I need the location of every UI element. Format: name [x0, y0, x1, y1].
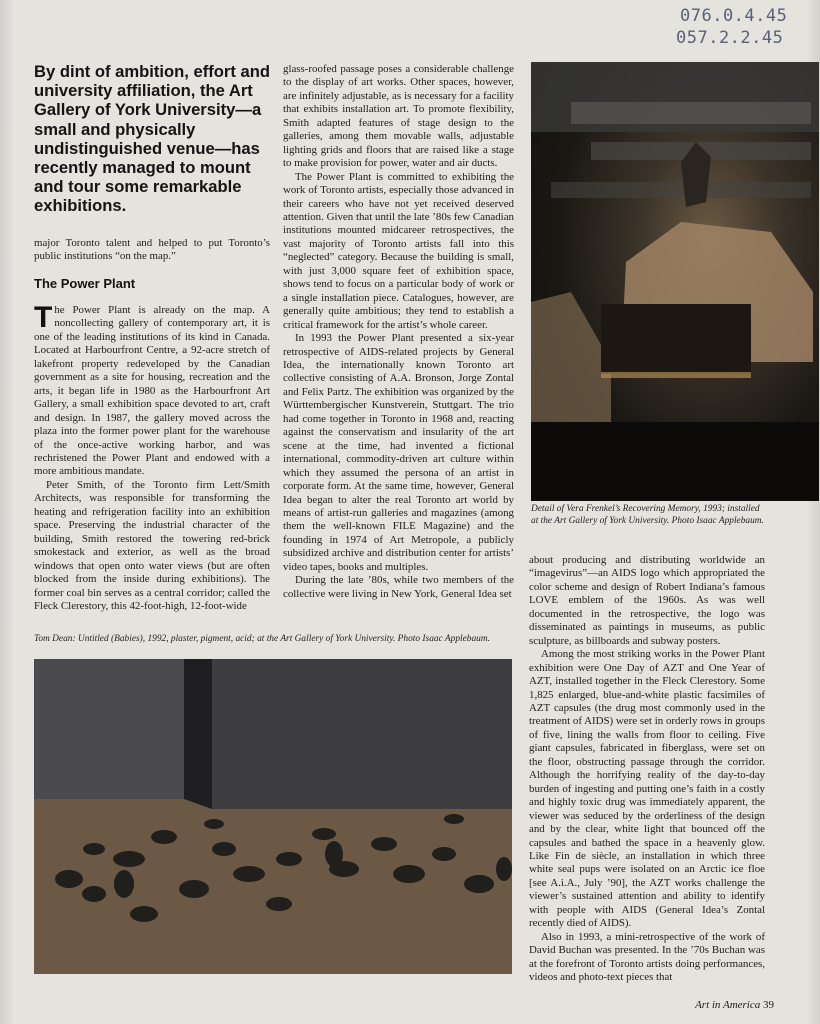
photo-caption-bottom: Tom Dean: Untitled (Babies), 1992, plaster, pigment, acid; at the Art Gallery of York University. Photo Isaac Applebaum. [34, 634, 490, 644]
paragraph: In 1993 the Power Plant presented a six-year retrospective of AIDS-related projects by General Idea, the internationally known Toronto art collective consisting of A.A. Bronson, Jorge Zontal and Felix Partz. The exhibition was organized by the Württembergischer Kunstverein, Stuttgart. The trio had come together in Toronto in 1968 and, reacting against the conservatism and insularity of the art scene at the time, had invented a fictional international, commodity-driven art culture within which they assumed the persona of an artist in corporate form. At the same time, however, General Idea began to alter the real Toronto art world by means of artist-run galleries and magazines (among them the well-known FILE Magazine) and the founding in 1974 of Art Metropole, a publicly subsidized archive and distribution center for artists’ video tapes, books and multiples. [283, 332, 514, 573]
paragraph: Among the most striking works in the Power Plant exhibition were One Day of AZT and One Year of AZT, installed together in the Fleck Clerestory. Some 1,825 enlarged, blue-and-white plastic facsimiles of AZT capsules (the drug most commonly used in the treatment of AIDS) were set in orderly rows in groups of five, lining the walls from floor to ceiling. Five giant capsules, fabricated in fiberglass, were set on the floor, obstructing passage through the corridor. Although the horrifying reality of the day-to-day burden of ingesting and putting one’s faith in a costly and highly toxic drug was immediately apparent, the viewer was seduced by the orderliness of the design and by the clear, white light that bounced off the capsules and bathed the space in a heavenly glow. Like Fin de siècle, an installation in which three white seal pups were isolated on an Arctic ice floe [see A.i.A., July ’90], the AZT works challenge the viewer’s sustained attention and ability to identify with people with AIDS (General Idea’s Zontal recently died of AIDS). [529, 648, 765, 930]
column-2-body [283, 63, 514, 601]
section-heading: The Power Plant [34, 276, 136, 291]
handwritten-annotation-2: 057.2.2.45 [676, 28, 784, 48]
handwritten-annotation-1: 076.0.4.45 [680, 6, 788, 26]
intro-paragraph: major Toronto talent and helped to put Toronto’s public institutions “on the map.” [34, 237, 270, 263]
article-deck: By dint of ambition, effort and university affiliation, the Art Gallery of York University—a small and physically undistinguished venue—has recently managed to mount and tour some remarkable exhibitions. [34, 62, 270, 216]
paragraph: glass-roofed passage poses a considerable challenge to the display of art works. Other spaces, however, are infinitely adjustable, as is necessary for a facility that exhibits installation art. To promote flexibility, Smith adapted features of stage design to the galleries, among them movable walls, adjustable lighting grids and floors that are raised like a stage to make provision for power, water and air ducts. [283, 63, 514, 170]
paragraph: Also in 1993, a mini-retrospective of the work of David Buchan was presented. In the ’70s Buchan was at the forefront of Toronto artists doing performances, videos and photo-text pieces that [529, 930, 765, 984]
paragraph: about producing and distributing worldwide an “imagevirus”—an AIDS logo which appropriated the color scheme and design of Robert Indiana’s famous LOVE emblem of the 1960s. As was well documented in the retrospective, the logo was disseminated as paintings in museums, as public sculpture, as billboards and subway posters. [529, 554, 765, 647]
column-1-body [34, 301, 270, 613]
page-number: 39 [763, 999, 774, 1011]
photo-untitled-babies [34, 659, 512, 974]
paragraph [34, 301, 270, 479]
column-1-intro [34, 237, 270, 264]
paragraph: Peter Smith, of the Toronto firm Lett/Smith Architects, was responsible for transforming the heating and refrigeration facility into an exhibition space. Preserving the industrial character of the building, Smith restored the towering red-brick smokestack and exterior, as well as the broad windows that open onto water views (but are often blocked from the inside during exhibitions). The former coal bin serves as a central corridor; called the Fleck Clerestory, this 42-foot-high, 12-foot-wide [34, 478, 270, 612]
page-footer [695, 999, 774, 1011]
paragraph-text: he Power Plant is already on the map. A noncollecting gallery of contemporary art, it is one of the leading institutions of its kind in Canada. Located at Harbourfront Centre, a 92-acre stretch of lakefront property redeveloped by the Canadian government as a site for housing, recreation and the arts, it began life in 1980 as the Harbourfront Art Gallery, a small exhibition space devoted to art, craft and design. In 1987, the gallery moved across the plaza into the former power plant for the warehouse of the once-active working harbor, and was rechristened the Power Plant and endowed with a more ambitious mandate. [34, 304, 270, 478]
photo-untitled-babies-illustration [34, 659, 512, 974]
drop-cap: T [34, 301, 53, 334]
photo-caption-top: Detail of Vera Frenkel’s Recovering Memory, 1993; installed at the Art Gallery of York University. Photo Isaac Applebaum. [531, 504, 764, 526]
faint-bleedthrough-mark [48, 6, 168, 36]
column-3-body [529, 554, 765, 985]
publication-name: Art in America [695, 999, 761, 1011]
paragraph: The Power Plant is committed to exhibiting the work of Toronto artists, especially those advanced in their careers who have not yet received deserved attention. Given that until the late ’80s few Canadian institutions mounted midcareer retrospectives, the vast majority of Toronto artists fall into this “neglected” category. Because the building is small, with just 3,000 square feet of exhibition space, shows tend to focus on a particular body of work or a single installation piece. Catalogues, however, are generally quite ambitious; they tend to establish a critical framework for the artist’s whole career. [283, 170, 514, 331]
photo-recovering-memory [531, 62, 819, 501]
photo-recovering-memory-illustration [531, 62, 819, 501]
paragraph: During the late ’80s, while two members of the collective were living in New York, General Idea set [283, 574, 514, 600]
